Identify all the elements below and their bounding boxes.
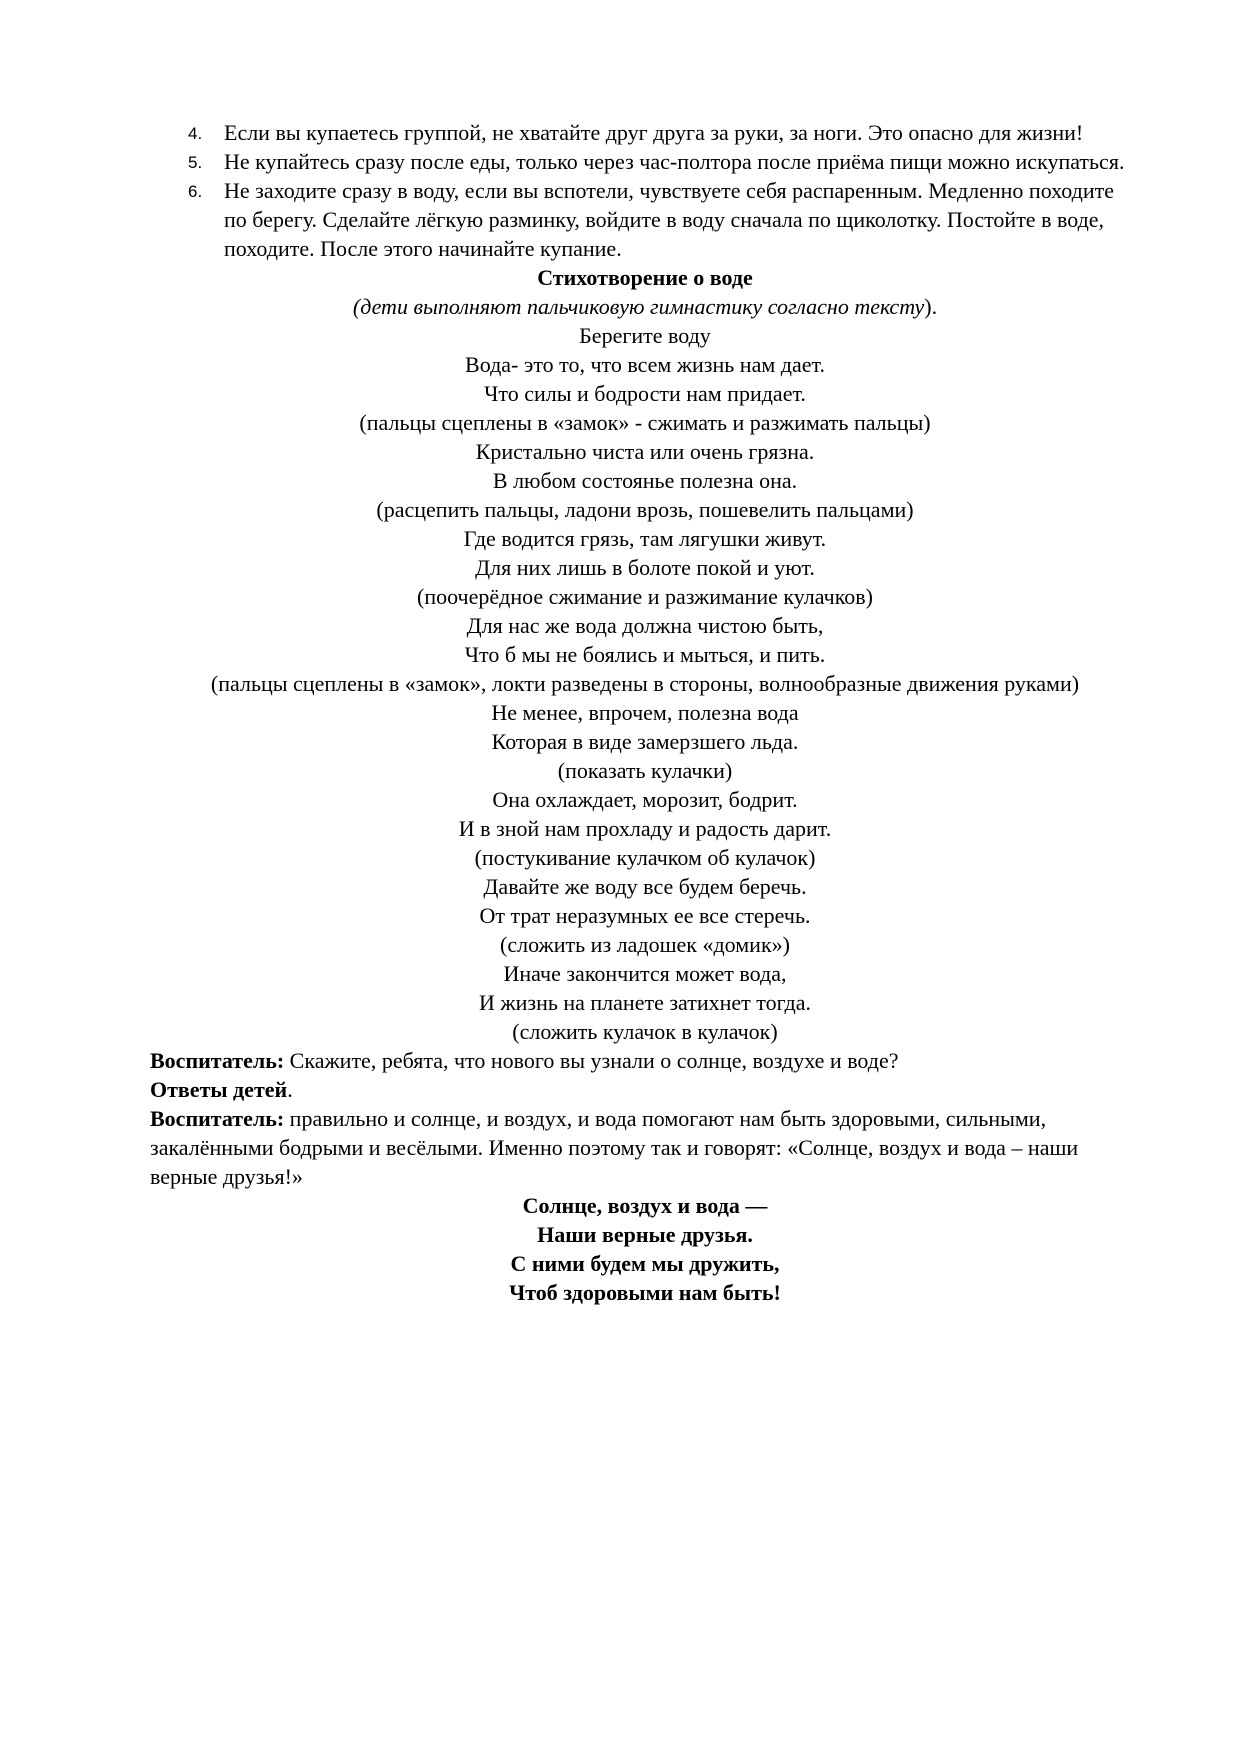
poem-line: Для нас же вода должна чистою быть,	[466, 613, 824, 638]
closing-line: Солнце, воздух и вода —	[522, 1193, 768, 1218]
document-content	[150, 118, 1140, 1307]
poem-line: Иначе закончится может вода,	[503, 961, 787, 986]
closing-line: Наши верные друзья.	[537, 1222, 753, 1247]
rule-item	[150, 176, 1140, 263]
poem-line: Она охлаждает, морозит, бодрит.	[492, 787, 798, 812]
rule-text: Не купайтесь сразу после еды, только через час-полтора после приёма пищи можно искупаться.	[224, 149, 1125, 174]
poem-line: (поочерёдное сжимание и разжимание кулачков)	[417, 584, 873, 609]
poem-line: Кристально чиста или очень грязна.	[475, 439, 815, 464]
rule-item	[150, 118, 1140, 147]
poem-heading: Стихотворение о воде	[537, 265, 753, 290]
dialog-paragraph	[150, 1075, 1140, 1104]
poem-line: От трат неразумных ее все стеречь.	[479, 903, 811, 928]
closing-line: Чтоб здоровыми нам быть!	[509, 1280, 781, 1305]
poem-body	[150, 321, 1140, 1046]
speaker-label: Воспитатель:	[150, 1048, 285, 1073]
poem-line: (постукивание кулачком об кулачок)	[474, 845, 816, 870]
poem-line: (пальцы сцеплены в «замок» - сжимать и разжимать пальцы)	[359, 410, 931, 435]
poem-line: (пальцы сцеплены в «замок», локти разведены в стороны, волнообразные движения руками)	[210, 671, 1080, 696]
poem-line: Вода- это то, что всем жизнь нам дает.	[465, 352, 825, 377]
dialog-text: Скажите, ребята, что нового вы узнали о солнце, воздухе и воде?	[284, 1048, 899, 1073]
closing-verse	[150, 1191, 1140, 1307]
dialog-text: правильно и солнце, и воздух, и вода помогают нам быть здоровыми, сильными, закалёнными бодрыми и весёлыми. Именно поэтому так и говорят: «Солнце, воздух и вода – наши верные друзья!»	[150, 1106, 1079, 1189]
poem-line: Берегите воду	[579, 323, 711, 348]
speaker-label: Ответы детей	[150, 1077, 288, 1102]
closing-line: С ними будем мы дружить,	[510, 1251, 780, 1276]
rule-number: 5.	[188, 153, 203, 172]
speaker-label: Воспитатель:	[150, 1106, 285, 1131]
poem-line: Где водится грязь, там лягушки живут.	[463, 526, 827, 551]
rule-number: 6.	[188, 182, 203, 201]
poem-line: Для них лишь в болоте покой и уют.	[475, 555, 815, 580]
poem-line: И жизнь на планете затихнет тогда.	[479, 990, 811, 1015]
poem-line: В любом состоянье полезна она.	[492, 468, 798, 493]
poem-instruction-open: (	[352, 294, 361, 319]
dialog-paragraph	[150, 1104, 1140, 1191]
safety-rules-list	[150, 118, 1140, 263]
dialog-section	[150, 1046, 1140, 1191]
dialog-paragraph	[150, 1046, 1140, 1075]
poem-line: Которая в виде замерзшего льда.	[491, 729, 799, 754]
poem-line: (показать кулачки)	[557, 758, 733, 783]
poem-instruction-text: дети выполняют пальчиковую гимнастику согласно тексту	[360, 294, 925, 319]
poem-line: Не менее, впрочем, полезна вода	[491, 700, 799, 725]
dialog-text: .	[287, 1077, 293, 1102]
rule-text: Не заходите сразу в воду, если вы вспотели, чувствуете себя распаренным. Медленно походите по берегу. Сделайте лёгкую разминку, войдите в воду сначала по щиколотку. Постойте в воде, походите. После этого начинайте купание.	[224, 178, 1115, 261]
poem-line: (расцепить пальцы, ладони врозь, пошевелить пальцами)	[376, 497, 914, 522]
poem-instruction	[150, 292, 1140, 321]
poem-line: (сложить из ладошек «домик»)	[500, 932, 790, 957]
rule-item	[150, 147, 1140, 176]
poem-instruction-close: ).	[924, 294, 938, 319]
poem-line: Что силы и бодрости нам придает.	[484, 381, 806, 406]
rule-text: Если вы купаетесь группой, не хватайте друг друга за руки, за ноги. Это опасно для жизни!	[224, 120, 1084, 145]
poem-line: И в зной нам прохладу и радость дарит.	[458, 816, 832, 841]
poem-line: Давайте же воду все будем беречь.	[483, 874, 807, 899]
poem-line: (сложить кулачок в кулачок)	[512, 1019, 778, 1044]
poem-line: Что б мы не боялись и мыться, и пить.	[464, 642, 826, 667]
rule-number: 4.	[188, 124, 203, 143]
